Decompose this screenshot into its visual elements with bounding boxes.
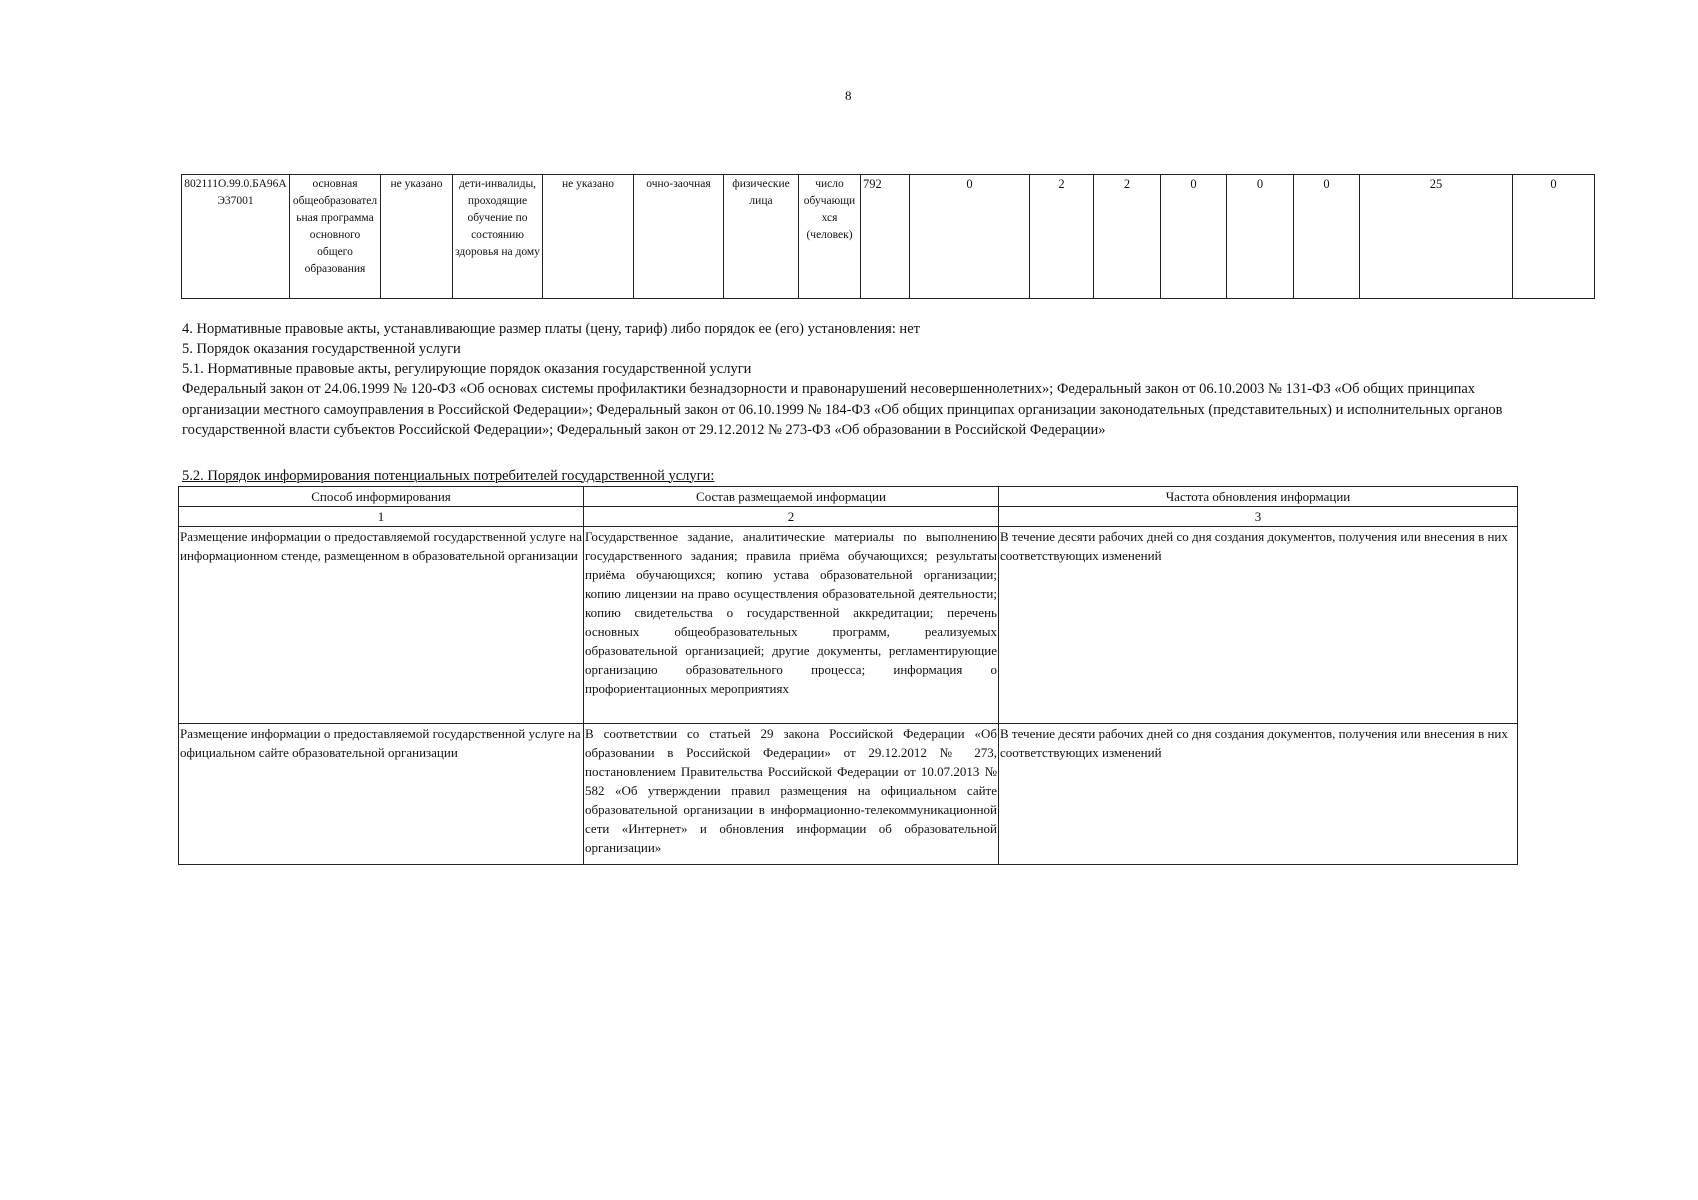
column-number: 3 xyxy=(999,507,1518,527)
column-number: 2 xyxy=(584,507,999,527)
form-cell: очно-заочная xyxy=(634,175,724,299)
section-5-2-heading: 5.2. Порядок информирования потенциальных потребителей государственной услуги: xyxy=(182,468,715,484)
table-cell: не указано xyxy=(543,175,634,299)
table-row xyxy=(182,175,1595,299)
consumers-cell: физические лица xyxy=(724,175,799,299)
registry-number-cell: 802111О.99.0.БА96АЭ37001 xyxy=(182,175,290,299)
value-cell: 0 xyxy=(1161,175,1227,299)
value-cell: 0 xyxy=(1513,175,1595,299)
section-5-heading: 5. Порядок оказания государственной услуги xyxy=(182,341,461,357)
value-cell: 2 xyxy=(1094,175,1161,299)
frequency-cell: В течение десяти рабочих дней со дня создания документов, получения или внесения в них соответствующих изменений xyxy=(999,527,1518,724)
method-cell: Размещение информации о предоставляемой государственной услуге на официальном сайте образовательной организации xyxy=(179,724,584,865)
informing-table xyxy=(178,486,1518,865)
program-cell: основная общеобразовательная программа основного общего образования xyxy=(290,175,381,299)
column-header: Состав размещаемой информации xyxy=(584,487,999,507)
table-row xyxy=(179,724,1518,865)
value-cell: 0 xyxy=(1227,175,1294,299)
content-cell: В соответствии со статьей 29 закона Российской Федерации «Об образовании в Российской Федерации» от 29.12.2012 № 273, постановлением Правительства Российской Федерации от 10.07.2013 № 582 «Об утверждении правил размещения на официальном сайте образовательной организации в информационно-телекоммуникационной сети «Интернет» и обновления информации об образовательной организации» xyxy=(584,724,999,865)
column-header: Способ информирования xyxy=(179,487,584,507)
section-5-1-text: Федеральный закон от 24.06.1999 № 120-ФЗ «Об основах системы профилактики безнадзорности и правонарушений несовершеннолетних»; Федеральный закон от 06.10.2003 № 131-ФЗ «Об общих принципах организации местного самоуправления в Российской Федерации»; Федеральный закон от 06.10.1999 № 184-ФЗ «Об общих принципах организации законодательных (представительных) и исполнительных органов государственной власти субъектов Российской Федерации»; Федеральный закон от 29.12.2012 № 273-ФЗ «Об образовании в Российской Федерации» xyxy=(182,381,1503,438)
frequency-cell: В течение десяти рабочих дней со дня создания документов, получения или внесения в них соответствующих изменений xyxy=(999,724,1518,865)
table-header-row xyxy=(179,487,1518,507)
section-4-heading: 4. Нормативные правовые акты, устанавливающие размер платы (цену, тариф) либо порядок ее (его) установления: нет xyxy=(182,321,920,337)
method-cell: Размещение информации о предоставляемой государственной услуге на информационном стенде, размещенном в образовательной организации xyxy=(179,527,584,724)
section-5-1-heading: 5.1. Нормативные правовые акты, регулирующие порядок оказания государственной услуги xyxy=(182,361,752,377)
value-cell: 2 xyxy=(1030,175,1094,299)
category-cell: дети-инвалиды, проходящие обучение по состоянию здоровья на дому xyxy=(453,175,543,299)
page-number: 8 xyxy=(845,88,852,103)
value-cell: 0 xyxy=(910,175,1030,299)
column-header: Частота обновления информации xyxy=(999,487,1518,507)
content-cell: Государственное задание, аналитические материалы по выполнению государственного задания; правила приёма обучающихся; результаты приёма обучающихся; копию устава образовательной организации; копию лицензии на право осуществления образовательной деятельности; копию свидетельства о государственной аккредитации; перечень основных общеобразовательных программ, реализуемых образовательной организацией; другие документы, регламентирующие организацию образовательного процесса; информация о профориентационных мероприятиях xyxy=(584,527,999,724)
unit-code-cell: 792 xyxy=(861,175,910,299)
value-cell: 25 xyxy=(1360,175,1513,299)
table-cell: не указано xyxy=(381,175,453,299)
indicator-name-cell: число обучающихся (человек) xyxy=(799,175,861,299)
indicator-table xyxy=(181,174,1595,299)
table-row xyxy=(179,527,1518,724)
column-number: 1 xyxy=(179,507,584,527)
column-number-row xyxy=(179,507,1518,527)
value-cell: 0 xyxy=(1294,175,1360,299)
